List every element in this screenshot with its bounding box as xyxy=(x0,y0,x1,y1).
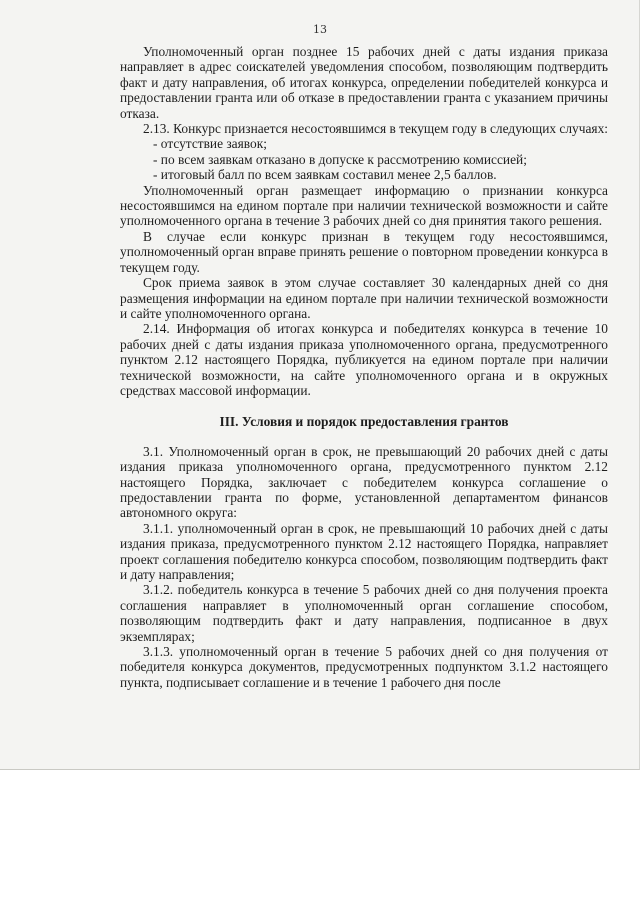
paragraph: Уполномоченный орган позднее 15 рабочих дней с даты издания приказа направляет в адрес соискателей уведомления способом, позволяющим подтвердить факт и дату направления, об итогах конкурса, определении победителей конкурса и предоставлении гранта или об отказе в предоставлении гранта с указанием причины отказа. xyxy=(120,44,608,121)
page-number: 13 xyxy=(313,23,327,36)
list-item: - отсутствие заявок; xyxy=(153,136,267,152)
paragraph: 2.14. Информация об итогах конкурса и победителях конкурса в течение 10 рабочих дней с даты издания приказа уполномоченного органа, предусмотренного пунктом 2.12 настоящего Порядка, публикуется на едином портале при наличии технической возможности, на сайте уполномоченного органа и в окружных средствах массовой информации. xyxy=(120,321,608,398)
paragraph: Срок приема заявок в этом случае составляет 30 календарных дней со дня размещения информации на едином портале при наличии технической возможности и сайте уполномоченного органа. xyxy=(120,275,608,321)
paragraph: 2.13. Конкурс признается несостоявшимся в текущем году в следующих случаях: xyxy=(143,121,608,137)
paragraph: Уполномоченный орган размещает информацию о признании конкурса несостоявшимся на едином портале при наличии технической возможности и сайте уполномоченного органа в течение 3 рабочих дней со дня принятия такого решения. xyxy=(120,182,608,229)
paragraph: 3.1.2. победитель конкурса в течение 5 рабочих дней со дня получения проекта соглашения направляет в уполномоченный орган соглашение способом, позволяющим подтвердить факт и дату направления, подписанное в двух экземплярах; xyxy=(120,582,608,644)
paragraph: 3.1. Уполномоченный орган в срок, не превышающий 20 рабочих дней с даты издания приказа уполномоченного органа, предусмотренного пунктом 2.12 настоящего Порядка, заключает с победителем конкурса соглашение о предоставлении гранта по форме, установленной департаментом финансов автономного округа: xyxy=(120,443,608,521)
list-item: - итоговый балл по всем заявкам составил менее 2,5 баллов. xyxy=(153,167,497,183)
list-item: - по всем заявкам отказано в допуске к рассмотрению комиссией; xyxy=(153,151,527,167)
document-body xyxy=(120,44,608,690)
paragraph: 3.1.3. уполномоченный орган в течение 5 рабочих дней со дня получения от победителя конкурса документов, предусмотренных подпунктом 3.1.2 настоящего пункта, подписывает соглашение и в течение 1 рабочего дня после xyxy=(120,644,608,690)
paragraph: 3.1.1. уполномоченный орган в срок, не превышающий 10 рабочих дней с даты издания приказа, предусмотренного пунктом 2.12 настоящего Порядка, направляет проект соглашения победителю конкурса способом, позволяющим подтвердить факт и дату направления; xyxy=(120,520,608,582)
paragraph: В случае если конкурс признан в текущем году несостоявшимся, уполномоченный орган вправе принять решение о повторном проведении конкурса в текущем году. xyxy=(120,228,608,275)
section-heading: III. Условия и порядок предоставления грантов xyxy=(219,414,509,430)
